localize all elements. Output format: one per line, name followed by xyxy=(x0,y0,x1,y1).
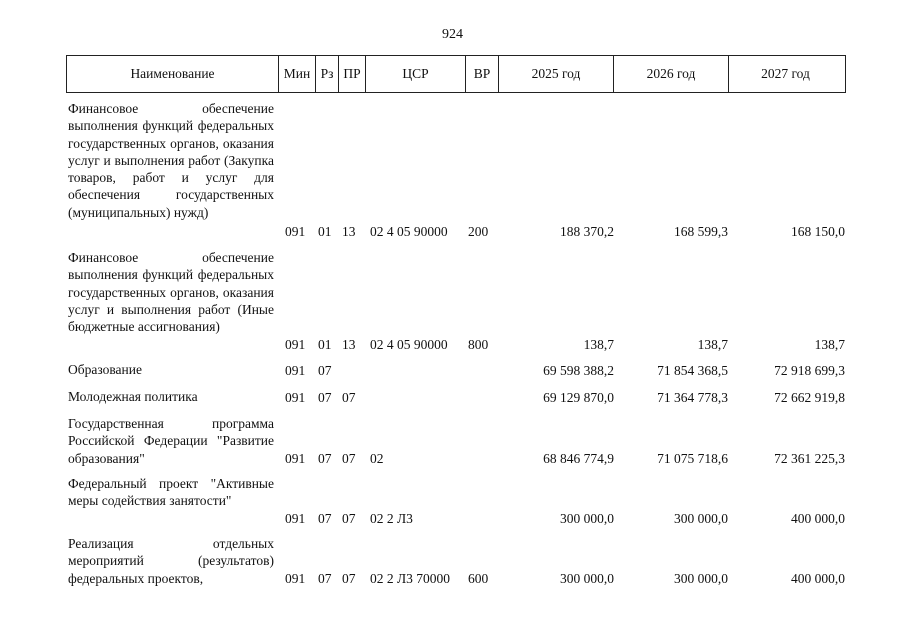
row-min: 091 xyxy=(285,510,306,526)
header-csr: ЦСР xyxy=(366,56,466,92)
row-2027: 72 361 225,3 xyxy=(774,450,845,466)
row-name: Финансовое обеспечение выполнения функций федеральных государственных органов, оказания услуг и выполнения работ (Иные бюджетные ассигнования) xyxy=(68,250,274,335)
row-name: Финансовое обеспечение выполнения функций федеральных государственных органов, оказания услуг и выполнения работ (Закупка товаров, работ и услуг для обеспечения государственных (муниципальных) нужд) xyxy=(68,101,274,220)
row-vr: 600 xyxy=(468,570,489,586)
header-pr: ПР xyxy=(339,56,366,92)
row-min: 091 xyxy=(285,362,306,378)
table-header xyxy=(66,55,846,93)
row-csr: 02 2 Л3 70000 xyxy=(370,570,451,586)
header-2026: 2026 год xyxy=(614,56,729,92)
header-2027: 2027 год xyxy=(761,66,810,81)
row-2026: 300 000,0 xyxy=(674,570,728,586)
page-number: 924 xyxy=(442,27,463,42)
row-2025: 68 846 774,9 xyxy=(543,450,614,466)
row-2025: 300 000,0 xyxy=(560,510,614,526)
row-rz: 01 xyxy=(318,223,332,239)
row-2026: 71 854 368,5 xyxy=(657,362,728,378)
row-rz: 01 xyxy=(318,336,332,352)
row-csr: 02 4 05 90000 xyxy=(370,223,448,239)
row-rz: 07 xyxy=(318,510,332,526)
row-name: Молодежная политика xyxy=(68,389,198,404)
row-rz: 07 xyxy=(318,450,332,466)
row-pr: 07 xyxy=(342,510,356,526)
row-min: 091 xyxy=(285,389,306,405)
row-min: 091 xyxy=(285,570,306,586)
row-vr: 200 xyxy=(468,223,489,239)
table-row xyxy=(0,249,905,353)
row-min: 091 xyxy=(285,450,306,466)
table-row xyxy=(0,361,905,379)
header-name: Наименование xyxy=(67,56,279,92)
row-2027: 72 662 919,8 xyxy=(774,389,845,405)
row-2027: 168 150,0 xyxy=(791,223,845,239)
row-name: Федеральный проект "Активные меры содействия занятости" xyxy=(68,476,274,509)
table-row xyxy=(0,415,905,467)
table-row xyxy=(0,388,905,406)
row-2026: 300 000,0 xyxy=(674,510,728,526)
table-row xyxy=(0,100,905,240)
row-2027: 400 000,0 xyxy=(791,570,845,586)
row-csr: 02 4 05 90000 xyxy=(370,336,448,352)
header-2025: 2025 год xyxy=(499,56,614,92)
row-rz: 07 xyxy=(318,389,332,405)
row-2025: 69 129 870,0 xyxy=(543,389,614,405)
row-2025: 300 000,0 xyxy=(560,570,614,586)
header-min: Мин xyxy=(279,56,316,92)
row-2027: 400 000,0 xyxy=(791,510,845,526)
row-min: 091 xyxy=(285,223,306,239)
table-row xyxy=(0,535,905,587)
row-2026: 168 599,3 xyxy=(674,223,728,239)
row-vr: 800 xyxy=(468,336,489,352)
row-pr: 13 xyxy=(342,223,356,239)
row-2025: 188 370,2 xyxy=(560,223,614,239)
row-pr: 07 xyxy=(342,450,356,466)
header-rz: Рз xyxy=(316,56,339,92)
row-rz: 07 xyxy=(318,570,332,586)
row-2026: 138,7 xyxy=(697,336,728,352)
row-2027: 72 918 699,3 xyxy=(774,362,845,378)
row-2026: 71 075 718,6 xyxy=(657,450,728,466)
row-csr: 02 xyxy=(370,450,384,466)
row-pr: 13 xyxy=(342,336,356,352)
row-name: Образование xyxy=(68,362,142,377)
row-rz: 07 xyxy=(318,362,332,378)
table-row xyxy=(0,475,905,527)
row-csr: 02 2 Л3 xyxy=(370,510,413,526)
header-vr: ВР xyxy=(466,56,499,92)
row-2025: 138,7 xyxy=(583,336,614,352)
row-pr: 07 xyxy=(342,389,356,405)
row-min: 091 xyxy=(285,336,306,352)
row-name: Государственная программа Российской Федерации "Развитие образования" xyxy=(68,416,274,466)
row-2025: 69 598 388,2 xyxy=(543,362,614,378)
row-2027: 138,7 xyxy=(814,336,845,352)
row-2026: 71 364 778,3 xyxy=(657,389,728,405)
row-pr: 07 xyxy=(342,570,356,586)
row-name: Реализация отдельных мероприятий (результатов) федеральных проектов, xyxy=(68,536,274,586)
